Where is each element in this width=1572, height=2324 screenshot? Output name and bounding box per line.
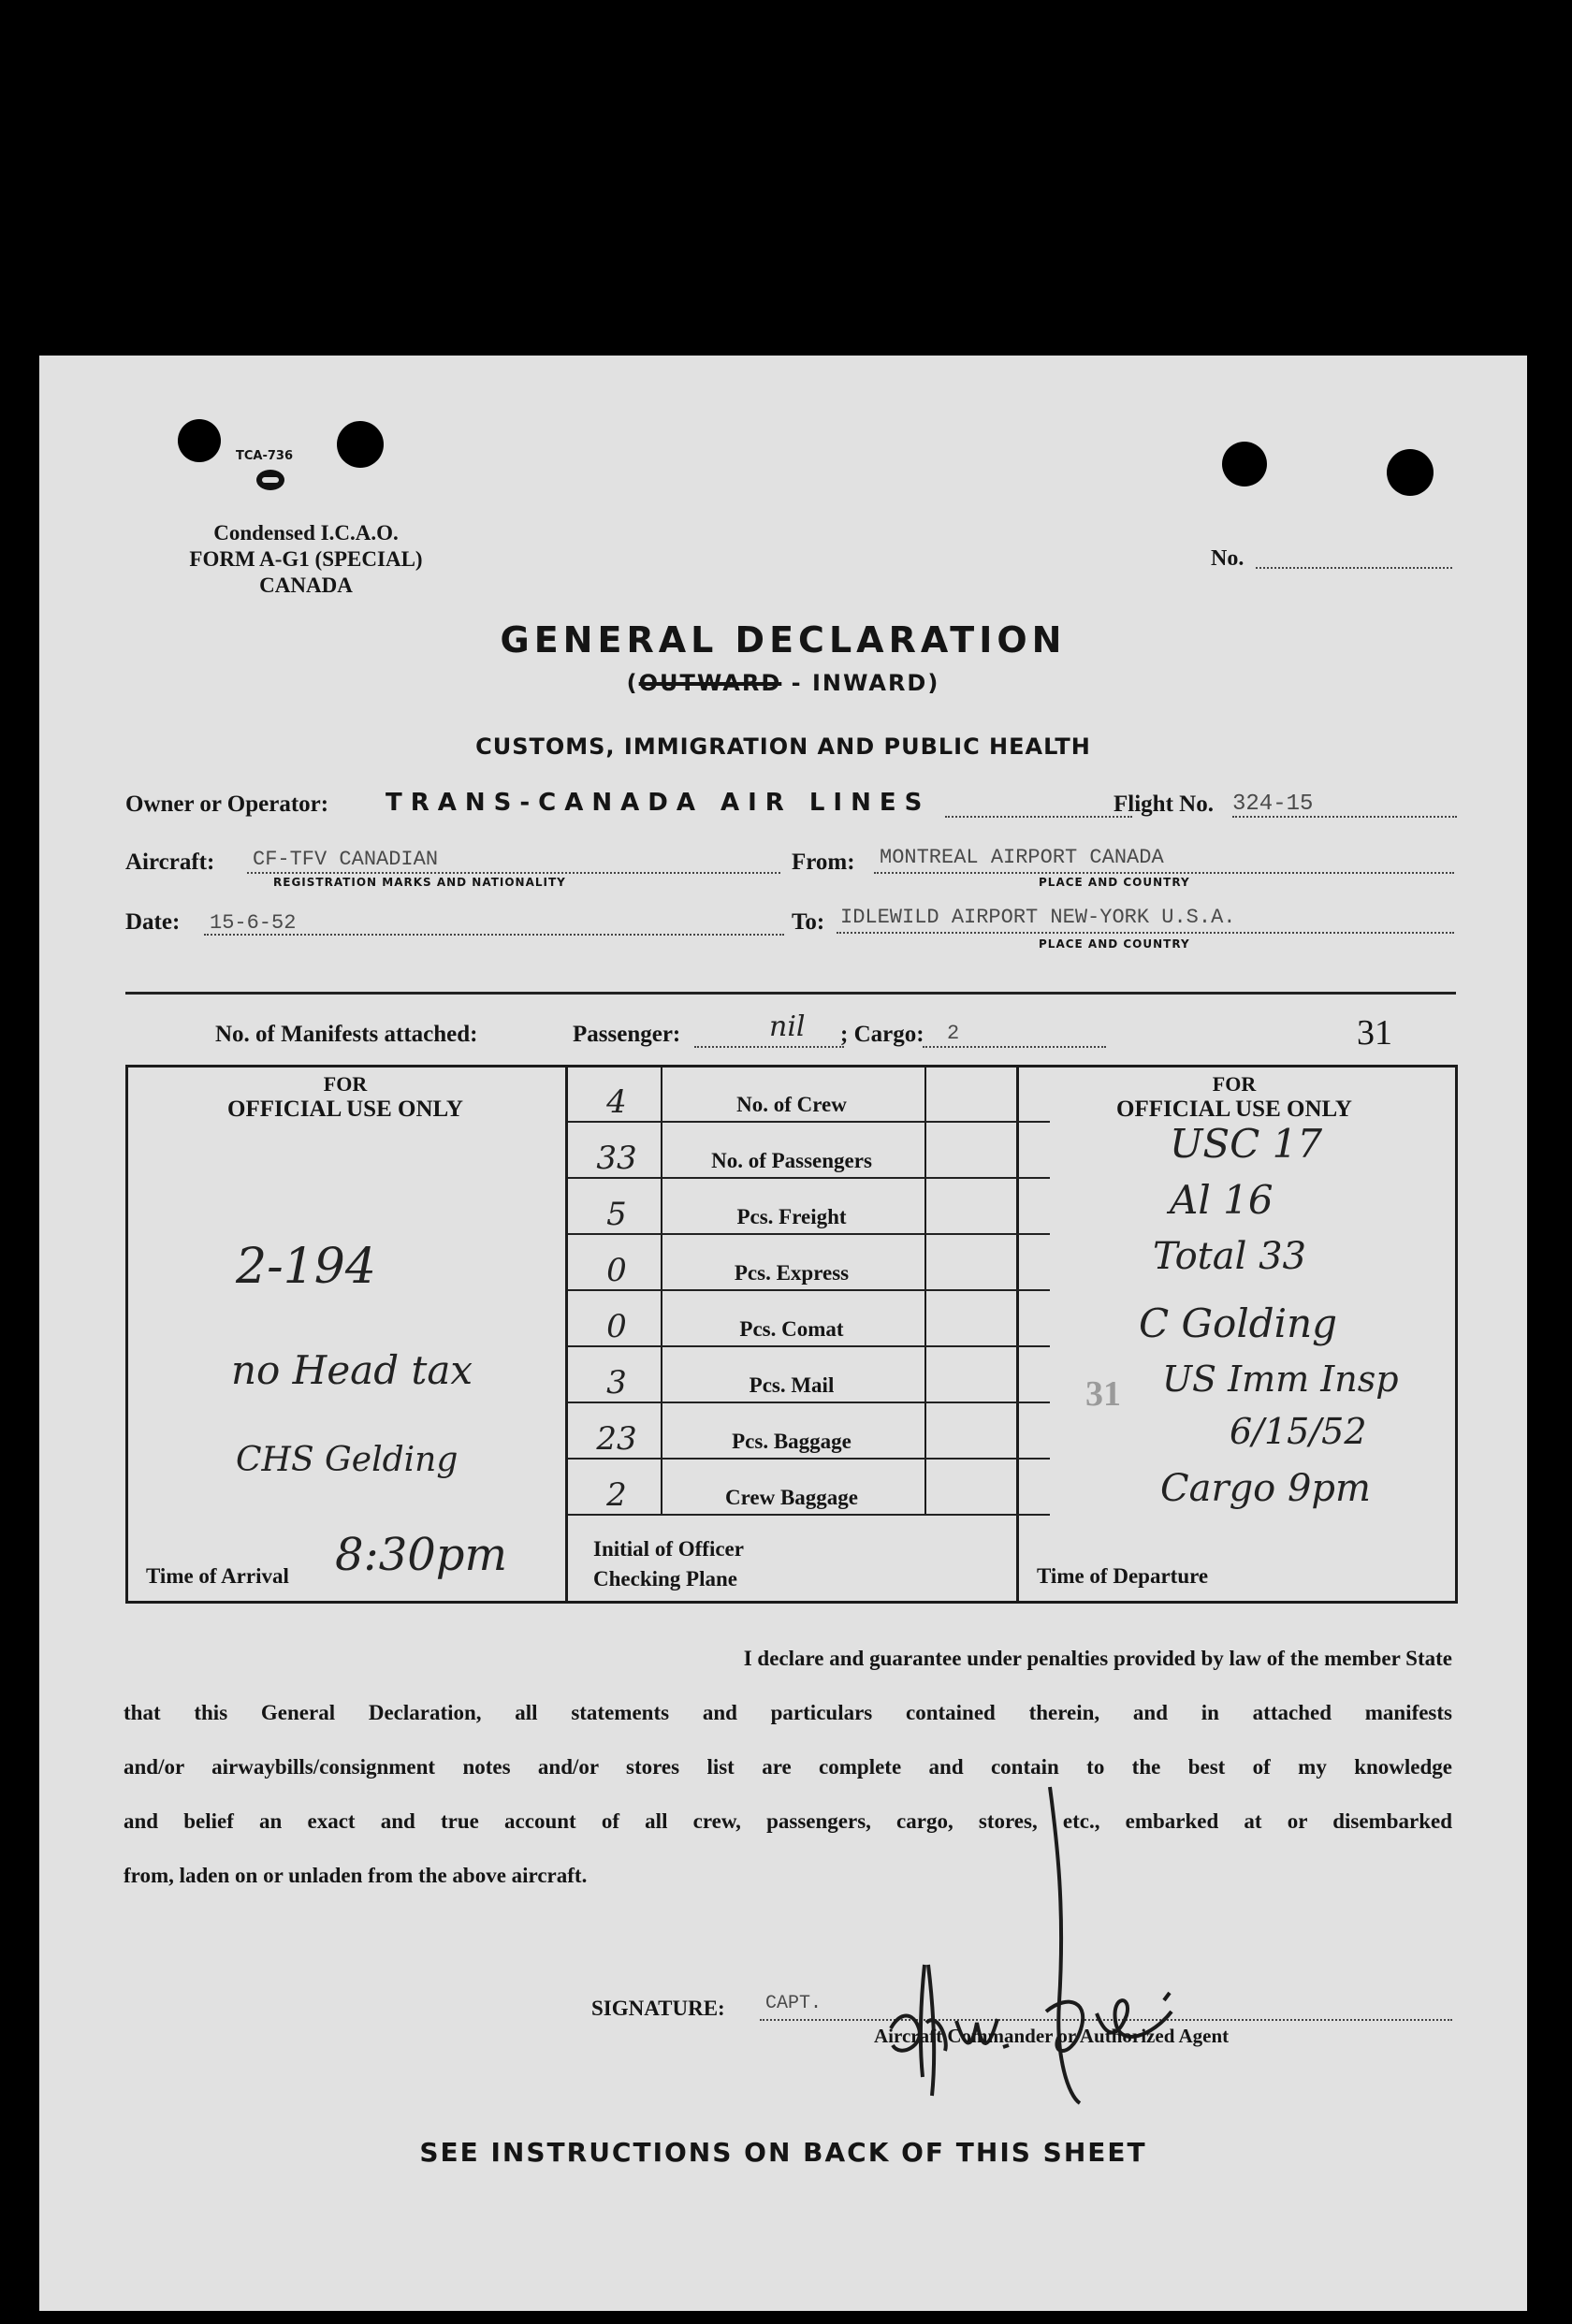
row-label: Pcs. Express	[734, 1261, 850, 1285]
passenger-manifest-label: Passenger:	[573, 1022, 681, 1047]
page-number: 31	[1357, 1013, 1392, 1053]
arrival-value: 8:30pm	[335, 1529, 508, 1581]
aircraft-value: CF-TFV CANADIAN	[253, 848, 439, 871]
row-value: 0	[606, 1308, 627, 1345]
to-label: To:	[792, 909, 825, 935]
to-caption: PLACE AND COUNTRY	[1039, 937, 1190, 951]
row-divider	[568, 1458, 1050, 1460]
owner-value: TRANS-CANADA AIR LINES	[386, 789, 931, 817]
aircraft-line	[247, 872, 780, 874]
right-note-3: Total 33	[1153, 1235, 1306, 1278]
row-value: 23	[596, 1420, 637, 1458]
date-value: 15-6-52	[210, 911, 297, 935]
arrival-label: Time of Arrival	[146, 1564, 289, 1588]
passenger-manifest-line	[694, 1046, 844, 1048]
form-title: Condensed I.C.A.O. FORM A-G1 (SPECIAL) CANADA	[189, 521, 423, 597]
from-caption: PLACE AND COUNTRY	[1039, 876, 1190, 889]
row-label: Pcs. Comat	[739, 1317, 844, 1341]
page-title: GENERAL DECLARATION	[500, 619, 1067, 661]
right-note-5: US Imm Insp	[1162, 1358, 1399, 1400]
subheading: CUSTOMS, IMMIGRATION AND PUBLIC HEALTH	[475, 734, 1091, 760]
row-value: 5	[606, 1196, 627, 1233]
departure-label: Time of Departure	[1037, 1564, 1209, 1588]
declaration-text: I declare and guarantee under penalties provided by law of the member State that this General Declaration, all statements and particulars contained therein, and in attached manifests and/or airwaybills/consignment notes and/or stores list are complete and contain to the best of my knowledge and belief an exact and true account of all crew, passengers, cargo, stores, etc., embarked at or disembarked from, laden on or unladen from the above aircraft.	[124, 1647, 1452, 1887]
row-label: Pcs. Mail	[749, 1373, 835, 1397]
signature-typed: CAPT.	[765, 1993, 822, 2014]
cargo-manifest-value: 2	[947, 1022, 960, 1045]
right-for-label: FOR	[1212, 1072, 1257, 1096]
row-value: 33	[596, 1140, 637, 1177]
form-no-line	[1256, 567, 1452, 569]
row-divider	[568, 1514, 1050, 1516]
date-line	[204, 934, 784, 936]
handwritten-signature	[835, 1778, 1246, 2105]
right-official-label: OFFICIAL USE ONLY	[1116, 1097, 1352, 1122]
row-value: 0	[606, 1252, 627, 1289]
tca-logo-icon	[256, 470, 284, 490]
row-value: 4	[606, 1083, 627, 1121]
flight-label: Flight No.	[1114, 792, 1214, 817]
right-note-1: USC 17	[1170, 1121, 1323, 1167]
to-line	[837, 932, 1454, 934]
left-for-label: FOR	[323, 1072, 368, 1096]
cargo-manifest-line	[923, 1046, 1106, 1048]
outward-struck: OUTWARD	[638, 670, 782, 696]
from-line	[874, 872, 1454, 874]
instructions-footer: SEE INSTRUCTIONS ON BACK OF THIS SHEET	[419, 2137, 1147, 2168]
punch-hole	[1387, 449, 1434, 496]
left-note-3: CHS Gelding	[236, 1441, 458, 1479]
row-label: No. of Crew	[736, 1093, 847, 1116]
aircraft-label: Aircraft:	[125, 850, 215, 875]
row-value: 3	[606, 1364, 627, 1402]
passenger-manifest-value: nil	[769, 1010, 806, 1043]
flight-value: 324-15	[1232, 792, 1314, 817]
to-value: IDLEWILD AIRPORT NEW-YORK U.S.A.	[840, 906, 1236, 929]
row-label: No. of Passengers	[711, 1149, 872, 1172]
signature-caption: Aircraft Commander or Authorized Agent	[874, 2025, 1230, 2047]
row-divider	[568, 1233, 1050, 1235]
cargo-manifest-label: ; Cargo:	[840, 1022, 924, 1047]
row-divider	[568, 1289, 1050, 1291]
signature-label: SIGNATURE:	[591, 1997, 725, 2020]
left-note-2: no Head tax	[231, 1347, 473, 1393]
stamp-number: 31	[1085, 1374, 1121, 1414]
header-divider	[125, 992, 1456, 995]
flight-line	[1232, 816, 1457, 818]
row-label: Pcs. Freight	[736, 1205, 847, 1228]
punch-hole	[178, 419, 221, 462]
punch-hole	[1222, 442, 1267, 487]
manifests-label: No. of Manifests attached:	[215, 1022, 478, 1047]
date-label: Date:	[125, 909, 181, 935]
aircraft-caption: REGISTRATION MARKS AND NATIONALITY	[273, 876, 566, 889]
from-value: MONTREAL AIRPORT CANADA	[880, 846, 1164, 869]
right-note-4: C Golding	[1139, 1300, 1338, 1346]
left-note-1: 2-194	[236, 1239, 376, 1295]
owner-label: Owner or Operator:	[125, 792, 329, 817]
left-official-label: OFFICIAL USE ONLY	[227, 1097, 463, 1122]
row-divider	[568, 1177, 1050, 1179]
row-divider	[568, 1121, 1050, 1123]
right-note-7: Cargo 9pm	[1160, 1467, 1371, 1510]
officer-initial-label: Initial of Officer Checking Plane	[593, 1537, 744, 1590]
form-code: TCA-736	[236, 449, 294, 463]
row-divider	[568, 1345, 1050, 1347]
direction-line: (OUTWARD - INWARD)	[626, 670, 940, 696]
table-divider-right	[1016, 1065, 1019, 1604]
form-no-label: No.	[1211, 546, 1244, 571]
from-label: From:	[792, 850, 855, 875]
row-label: Pcs. Baggage	[732, 1430, 852, 1453]
row-label: Crew Baggage	[724, 1486, 859, 1509]
declaration-sheet	[39, 356, 1527, 2311]
owner-line	[945, 816, 1132, 818]
row-value: 2	[606, 1476, 627, 1514]
right-note-6: 6/15/52	[1230, 1411, 1367, 1452]
right-note-2: Al 16	[1170, 1177, 1274, 1223]
punch-hole	[337, 421, 384, 468]
row-divider	[568, 1402, 1050, 1403]
